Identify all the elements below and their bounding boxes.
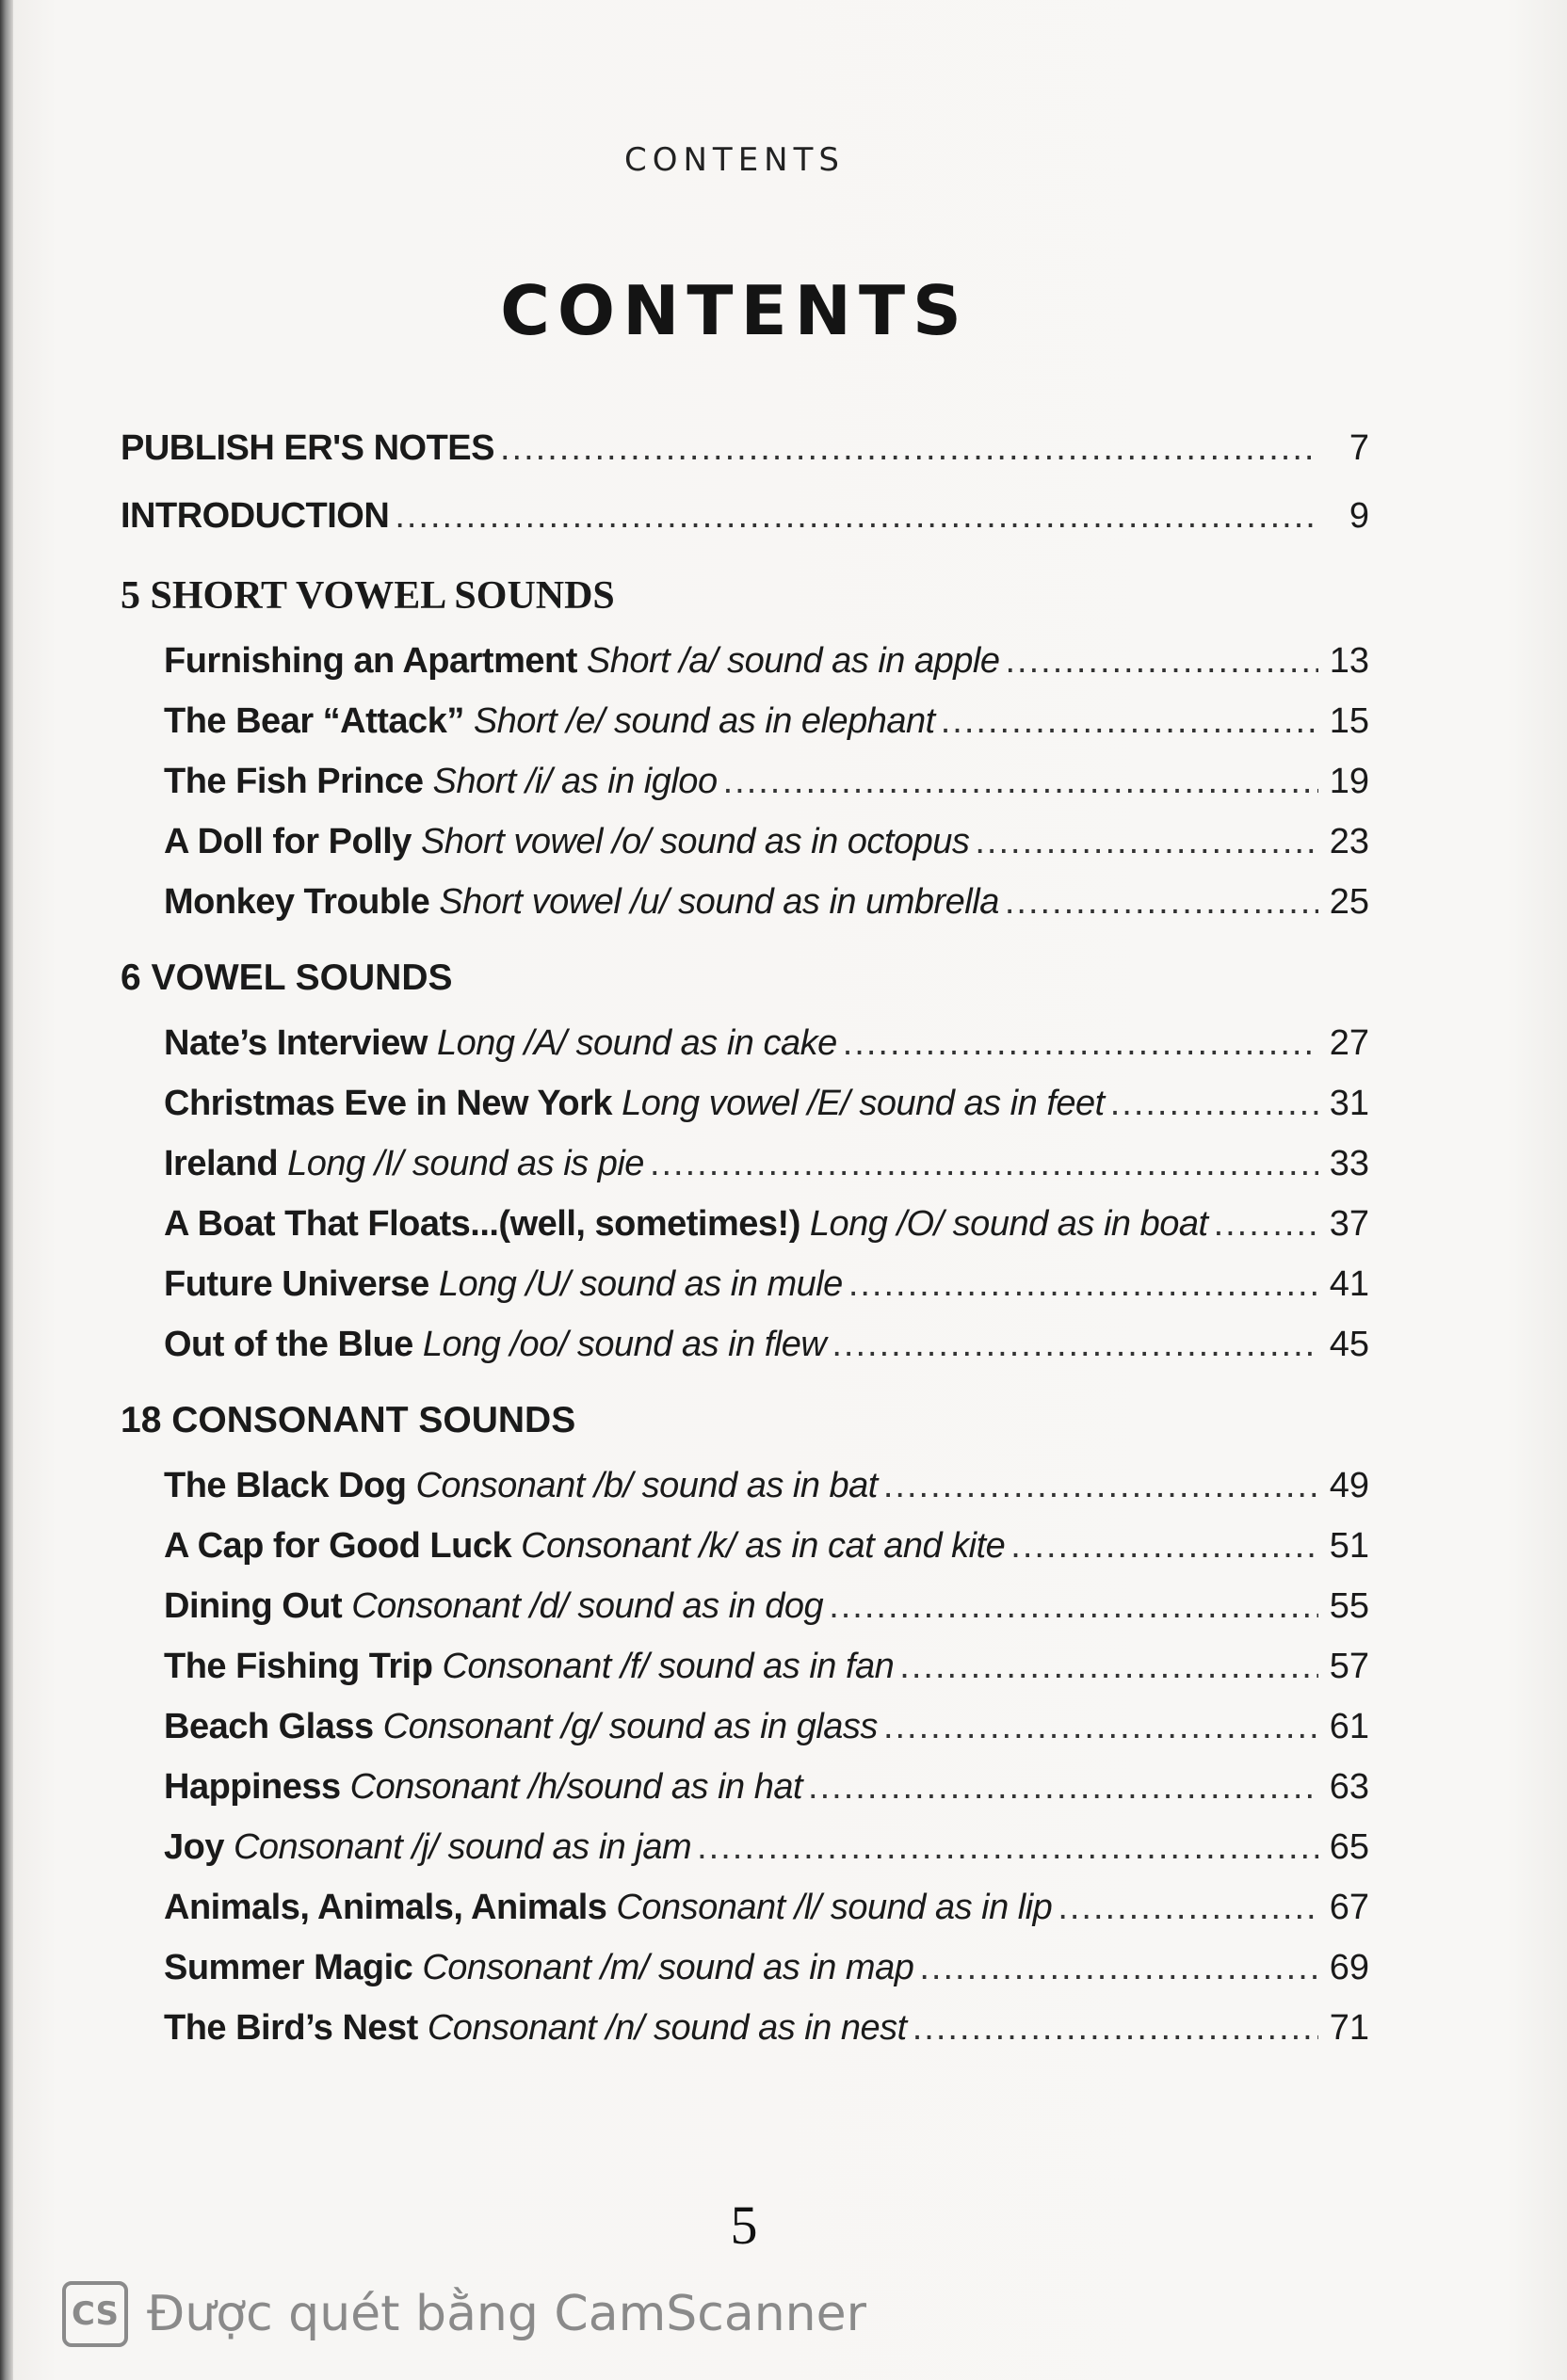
entry-title: Nate’s Interview	[164, 1023, 428, 1063]
dot-leader	[913, 1998, 1318, 2058]
toc-entry	[121, 1516, 1369, 1576]
entry-title: Summer Magic	[164, 1948, 413, 1987]
running-head: CONTENTS	[624, 141, 845, 179]
toc-entry	[121, 631, 1369, 691]
entry-title: INTRODUCTION	[121, 496, 390, 536]
entry-title: Happiness	[164, 1767, 341, 1807]
toc-entry	[121, 872, 1369, 932]
entry-description: Consonant /b/ sound as in bat	[415, 1466, 878, 1505]
entry-title: Christmas Eve in New York	[164, 1084, 613, 1123]
dot-leader	[843, 1013, 1318, 1073]
toc-entry	[121, 1134, 1369, 1194]
camscanner-logo-icon: CS	[62, 2281, 128, 2347]
entry-page-number: 19	[1329, 762, 1369, 801]
entry-description: Long /I/ sound as is pie	[287, 1144, 644, 1183]
entry-page-number: 15	[1329, 701, 1369, 741]
entry-title: Furnishing an Apartment	[164, 641, 577, 681]
entry-description: Short /e/ sound as in elephant	[473, 701, 935, 741]
entry-title: Out of the Blue	[164, 1325, 413, 1364]
entry-description: Long vowel /E/ sound as in feet	[622, 1084, 1105, 1123]
toc-entry	[121, 1697, 1369, 1757]
entry-title: PUBLISH ER'S NOTES	[121, 428, 494, 468]
dot-leader	[829, 1576, 1318, 1636]
entry-page-number: 41	[1329, 1264, 1369, 1304]
entry-description: Long /O/ sound as in boat	[809, 1204, 1208, 1244]
dot-leader	[1005, 872, 1318, 932]
entry-description: Consonant /f/ sound as in fan	[442, 1647, 895, 1686]
entry-page-number: 9	[1349, 496, 1369, 536]
entry-description: Consonant /k/ as in cat and kite	[521, 1526, 1006, 1566]
entry-page-number: 71	[1329, 2008, 1369, 2048]
dot-leader	[650, 1134, 1318, 1194]
entry-page-number: 65	[1329, 1827, 1369, 1867]
toc-entry	[121, 1757, 1369, 1817]
table-of-contents	[121, 414, 1369, 2058]
toc-entry	[121, 1998, 1369, 2058]
entry-title: The Fishing Trip	[164, 1647, 433, 1686]
entry-page-number: 23	[1329, 822, 1369, 861]
entry-title: The Black Dog	[164, 1466, 407, 1505]
entry-page-number: 25	[1329, 882, 1369, 922]
entry-page-number: 45	[1329, 1325, 1369, 1364]
entry-description: Short /a/ sound as in apple	[586, 641, 1000, 681]
entry-description: Short vowel /u/ sound as in umbrella	[439, 882, 999, 922]
toc-entry	[121, 1938, 1369, 1998]
entry-description: Consonant /h/sound as in hat	[349, 1767, 803, 1807]
toc-entry	[121, 1013, 1369, 1073]
entry-title: The Bear “Attack”	[164, 701, 464, 741]
entry-page-number: 55	[1329, 1586, 1369, 1626]
page-number: 5	[730, 2195, 758, 2256]
entry-title: The Fish Prince	[164, 762, 424, 801]
entry-description: Long /oo/ sound as in flew	[422, 1325, 827, 1364]
toc-entry	[121, 812, 1369, 872]
toc-entry	[121, 1455, 1369, 1516]
camscanner-watermark	[62, 2276, 866, 2352]
dot-leader	[1214, 1194, 1318, 1254]
entry-description: Consonant /g/ sound as in glass	[382, 1707, 878, 1746]
toc-entry	[121, 1636, 1369, 1697]
entry-page-number: 67	[1329, 1888, 1369, 1927]
toc-entry-introduction	[121, 482, 1369, 550]
entry-description: Consonant /d/ sound as in dog	[351, 1586, 824, 1626]
entry-title: Joy	[164, 1827, 224, 1867]
toc-entry	[121, 691, 1369, 751]
dot-leader	[697, 1817, 1318, 1877]
dot-leader	[919, 1938, 1318, 1998]
dot-leader	[975, 812, 1318, 872]
dot-leader	[1005, 631, 1318, 691]
toc-entry	[121, 1073, 1369, 1134]
entry-page-number: 31	[1329, 1084, 1369, 1123]
entry-page-number: 57	[1329, 1647, 1369, 1686]
section-heading: 5 SHORT VOWEL SOUNDS	[121, 574, 615, 618]
dot-leader	[832, 1314, 1318, 1375]
toc-entry	[121, 1254, 1369, 1314]
entry-page-number: 51	[1329, 1526, 1369, 1566]
dot-leader	[1010, 1516, 1318, 1576]
entry-title: Future Universe	[164, 1264, 429, 1304]
dot-leader	[883, 1697, 1318, 1757]
section-heading: 18 CONSONANT SOUNDS	[121, 1400, 576, 1440]
entry-page-number: 63	[1329, 1767, 1369, 1807]
toc-entry-publishers-notes	[121, 414, 1369, 482]
entry-page-number: 33	[1329, 1144, 1369, 1183]
entry-page-number: 7	[1349, 428, 1369, 468]
entry-page-number: 61	[1329, 1707, 1369, 1746]
entry-page-number: 27	[1329, 1023, 1369, 1063]
dot-leader	[848, 1254, 1318, 1314]
entry-description: Consonant /j/ sound as in jam	[233, 1827, 692, 1867]
dot-leader	[500, 414, 1318, 482]
entry-page-number: 69	[1329, 1948, 1369, 1987]
dot-leader	[395, 482, 1318, 550]
section-heading: 6 VOWEL SOUNDS	[121, 957, 453, 998]
watermark-text: Được quét bằng CamScanner	[147, 2286, 867, 2342]
entry-title: Monkey Trouble	[164, 882, 430, 922]
dot-leader	[1058, 1877, 1318, 1938]
page-title: CONTENTS	[500, 271, 969, 350]
entry-title: Animals, Animals, Animals	[164, 1888, 607, 1927]
dot-leader	[1110, 1073, 1318, 1134]
entry-description: Short vowel /o/ sound as in octopus	[420, 822, 970, 861]
entry-description: Long /A/ sound as in cake	[436, 1023, 837, 1063]
entry-description: Long /U/ sound as in mule	[438, 1264, 843, 1304]
entry-description: Consonant /m/ sound as in map	[422, 1948, 914, 1987]
toc-entry	[121, 1314, 1369, 1375]
entry-page-number: 49	[1329, 1466, 1369, 1505]
entry-title: A Doll for Polly	[164, 822, 412, 861]
toc-entry	[121, 1817, 1369, 1877]
entry-title: A Cap for Good Luck	[164, 1526, 512, 1566]
toc-entry	[121, 1877, 1369, 1938]
entry-description: Consonant /n/ sound as in nest	[427, 2008, 907, 2048]
entry-page-number: 13	[1329, 641, 1369, 681]
entry-description: Consonant /l/ sound as in lip	[616, 1888, 1053, 1927]
entry-description: Short /i/ as in igloo	[432, 762, 718, 801]
entry-title: Ireland	[164, 1144, 279, 1183]
entry-title: The Bird’s Nest	[164, 2008, 418, 2048]
dot-leader	[941, 691, 1318, 751]
toc-entry	[121, 751, 1369, 812]
dot-leader	[723, 751, 1318, 812]
toc-entry	[121, 1576, 1369, 1636]
dot-leader	[883, 1455, 1318, 1516]
dot-leader	[808, 1757, 1318, 1817]
entry-title: Beach Glass	[164, 1707, 374, 1746]
page-binding-edge	[0, 0, 13, 2380]
toc-entry	[121, 1194, 1369, 1254]
entry-title: A Boat That Floats...(well, sometimes!)	[164, 1204, 800, 1244]
entry-title: Dining Out	[164, 1586, 343, 1626]
dot-leader	[899, 1636, 1318, 1697]
entry-page-number: 37	[1329, 1204, 1369, 1244]
